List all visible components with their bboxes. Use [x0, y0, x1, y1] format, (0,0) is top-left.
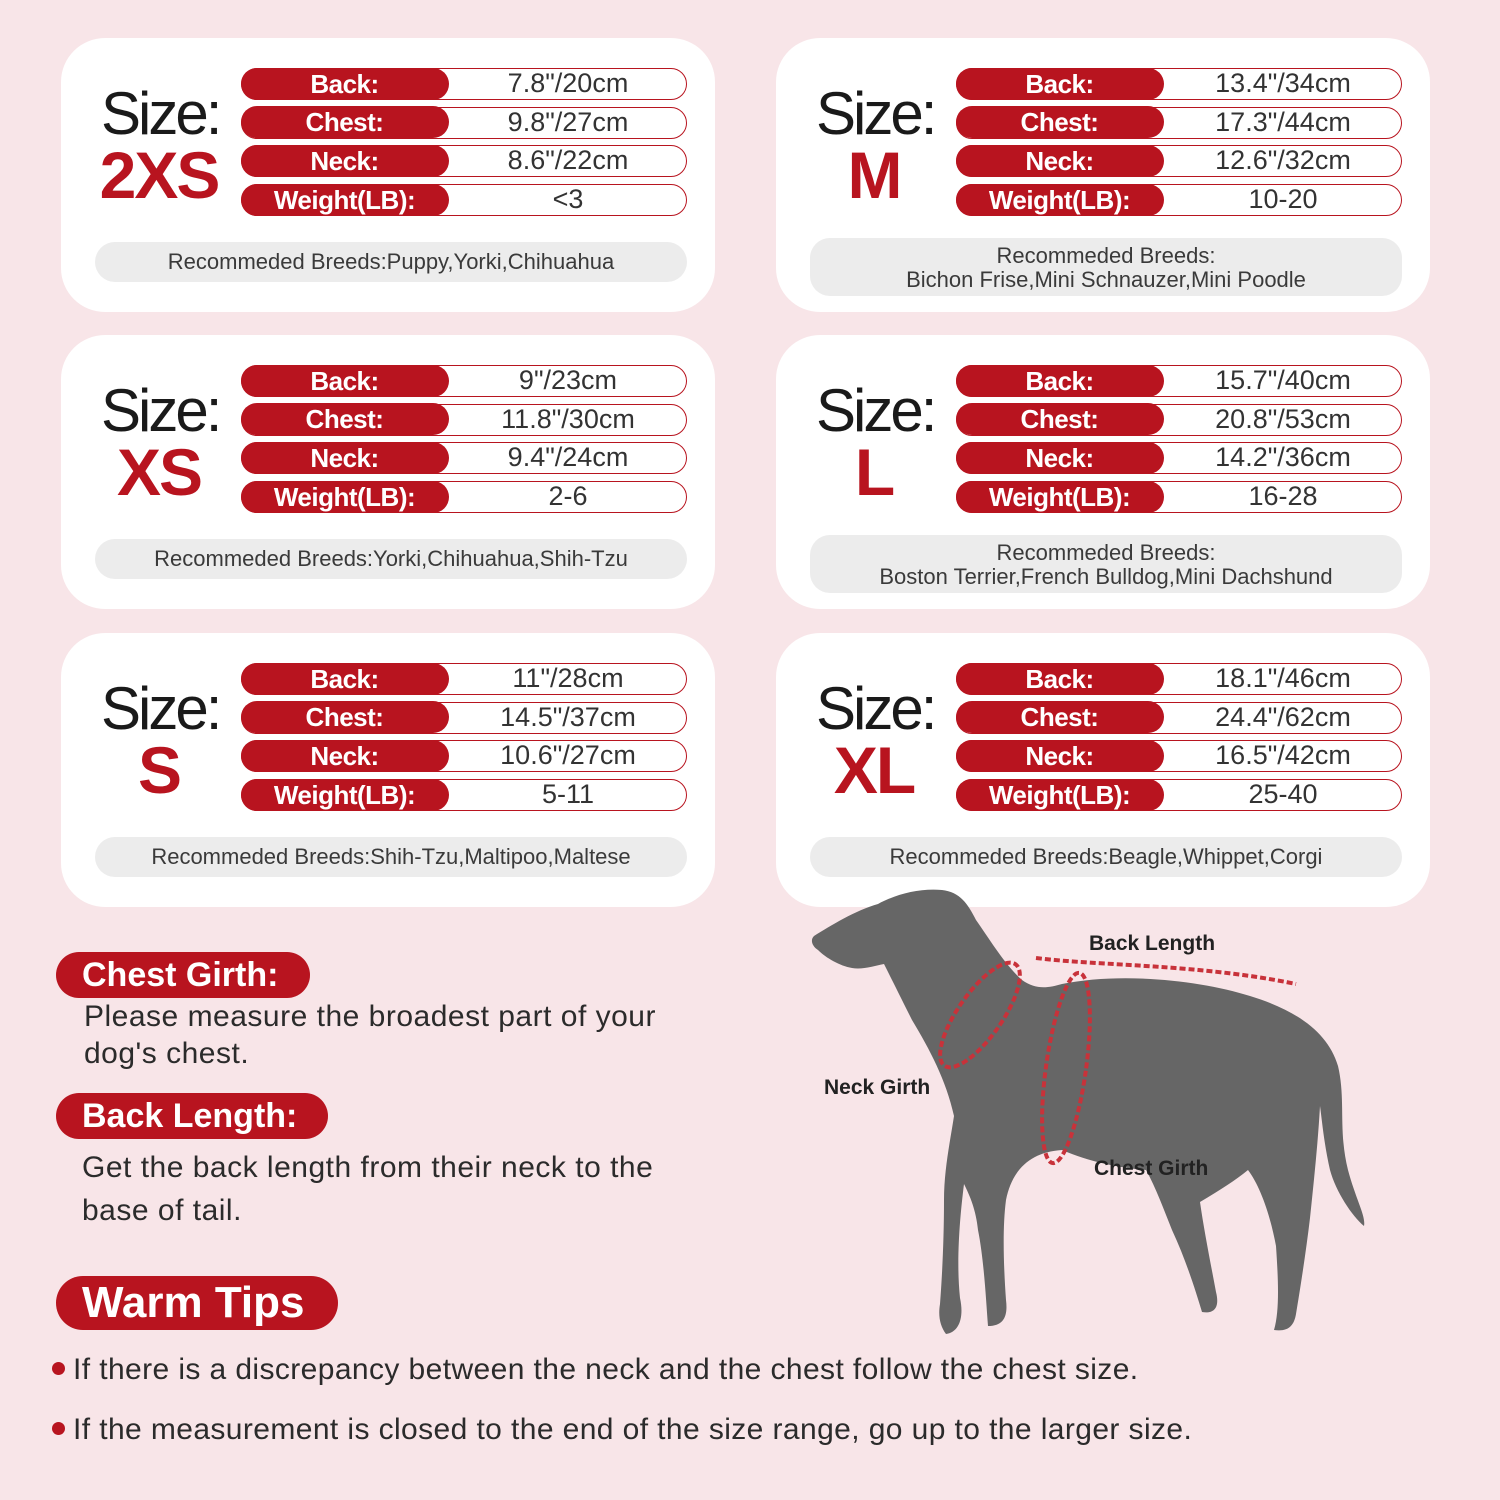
- row-back-label: Back:: [241, 663, 449, 695]
- size-card-xs: [61, 335, 715, 609]
- breeds-line-1: Recommeded Breeds:Shih-Tzu,Maltipoo,Maltese: [151, 844, 631, 869]
- row-back: [241, 68, 687, 100]
- row-weight: [956, 779, 1402, 811]
- recommended-breeds: [810, 535, 1402, 593]
- back-length-label: Back Length: [1089, 932, 1216, 955]
- row-back-label: Back:: [241, 68, 449, 100]
- size-word: Size:: [101, 80, 220, 147]
- row-neck: [241, 442, 687, 474]
- warm-tips-pill: Warm Tips: [56, 1276, 338, 1330]
- row-back-label: Back:: [956, 68, 1164, 100]
- row-neck-value: 8.6"/22cm: [507, 145, 629, 176]
- row-chest-value: 24.4"/62cm: [1215, 701, 1351, 732]
- size-word: Size:: [816, 80, 935, 147]
- row-weight-label: Weight(LB):: [241, 779, 449, 811]
- row-back-value: 18.1"/46cm: [1215, 663, 1351, 693]
- size-card-s: [61, 633, 715, 907]
- measurement-rows: [956, 365, 1402, 520]
- row-chest: [241, 107, 687, 139]
- warm-tip-2-text: If the measurement is closed to the end of the size range, go up to the larger size.: [73, 1413, 1193, 1446]
- size-code: 2XS: [99, 138, 219, 212]
- row-neck-value: 16.5"/42cm: [1215, 740, 1351, 771]
- row-weight: [241, 779, 687, 811]
- breeds-line-2: Bichon Frise,Mini Schnauzer,Mini Poodle: [906, 267, 1306, 292]
- measurement-rows: [241, 365, 687, 520]
- row-weight-label: Weight(LB):: [241, 184, 449, 216]
- row-back: [241, 663, 687, 695]
- size-card-xl: [776, 633, 1430, 907]
- size-word: Size:: [101, 377, 220, 444]
- size-card-m: [776, 38, 1430, 312]
- row-weight: [956, 184, 1402, 216]
- row-neck-label: Neck:: [956, 442, 1164, 474]
- recommended-breeds: [95, 539, 687, 579]
- measurement-rows: [956, 663, 1402, 818]
- breeds-line-1: Recommeded Breeds:: [996, 540, 1216, 565]
- row-chest: [241, 404, 687, 436]
- row-neck-label: Neck:: [241, 442, 449, 474]
- row-neck: [956, 442, 1402, 474]
- row-neck: [956, 740, 1402, 772]
- warm-tip-2: [52, 1413, 1192, 1447]
- row-weight-value: 5-11: [541, 779, 595, 810]
- recommended-breeds: [810, 837, 1402, 877]
- row-chest: [956, 702, 1402, 734]
- row-weight-value: 25-40: [1248, 779, 1318, 810]
- row-chest-value: 9.8"/27cm: [507, 106, 629, 137]
- row-back-label: Back:: [241, 365, 449, 397]
- row-neck-label: Neck:: [241, 740, 449, 772]
- row-weight: [241, 481, 687, 513]
- row-back: [956, 663, 1402, 695]
- row-weight-label: Weight(LB):: [956, 779, 1164, 811]
- row-chest-value: 11.8"/30cm: [501, 403, 635, 434]
- row-chest: [956, 404, 1402, 436]
- row-back-value: 13.4"/34cm: [1215, 68, 1351, 98]
- size-card-2xs: [61, 38, 715, 312]
- size-code: XS: [116, 435, 202, 509]
- row-weight-label: Weight(LB):: [956, 481, 1164, 513]
- row-chest: [956, 107, 1402, 139]
- row-chest-label: Chest:: [241, 106, 449, 138]
- chest-girth-line-2: dog's chest.: [84, 1037, 250, 1070]
- measurement-rows: [241, 68, 687, 223]
- chest-girth-description: [84, 998, 656, 1072]
- row-weight-value: <3: [552, 184, 584, 215]
- row-neck-value: 14.2"/36cm: [1215, 442, 1351, 473]
- row-back-label: Back:: [956, 663, 1164, 695]
- size-card-l: [776, 335, 1430, 609]
- breeds-line-1: Recommeded Breeds:Yorki,Chihuahua,Shih-Tzu: [154, 546, 628, 571]
- size-code: XL: [833, 733, 915, 807]
- row-neck: [241, 145, 687, 177]
- row-chest-label: Chest:: [241, 701, 449, 733]
- chest-girth-label: Chest Girth: [1094, 1157, 1209, 1180]
- size-code: L: [854, 435, 894, 509]
- dog-silhouette: [812, 890, 1364, 1334]
- measurement-rows: [956, 68, 1402, 223]
- breeds-line-2: Boston Terrier,French Bulldog,Mini Dachshund: [879, 564, 1333, 589]
- row-back-value: 9"/23cm: [518, 365, 618, 395]
- recommended-breeds: [95, 837, 687, 877]
- bullet-icon: [52, 1422, 65, 1435]
- row-neck-value: 9.4"/24cm: [507, 442, 629, 473]
- size-code: S: [137, 733, 181, 807]
- breeds-line-1: Recommeded Breeds:Puppy,Yorki,Chihuahua: [167, 249, 615, 274]
- row-neck-value: 12.6"/32cm: [1215, 145, 1351, 176]
- row-back-value: 11"/28cm: [512, 663, 624, 693]
- row-back-value: 7.8"/20cm: [507, 68, 629, 98]
- warm-tip-1: [52, 1353, 1139, 1387]
- row-chest-value: 14.5"/37cm: [500, 701, 636, 732]
- breeds-line-1: Recommeded Breeds:: [996, 243, 1216, 268]
- breeds-line-1: Recommeded Breeds:Beagle,Whippet,Corgi: [889, 844, 1323, 869]
- chest-girth-pill: Chest Girth:: [56, 952, 310, 998]
- row-chest-label: Chest:: [956, 403, 1164, 435]
- warm-tip-1-text: If there is a discrepancy between the neck and the chest follow the chest size.: [73, 1353, 1139, 1386]
- chest-girth-line-1: Please measure the broadest part of your: [84, 1000, 656, 1033]
- row-weight-value: 16-28: [1248, 481, 1318, 512]
- size-word: Size:: [101, 675, 220, 742]
- row-chest-label: Chest:: [956, 106, 1164, 138]
- neck-girth-label: Neck Girth: [824, 1076, 931, 1099]
- row-chest-value: 20.8"/53cm: [1215, 403, 1351, 434]
- row-neck: [956, 145, 1402, 177]
- row-chest-value: 17.3"/44cm: [1215, 106, 1351, 137]
- row-back: [241, 365, 687, 397]
- row-weight: [241, 184, 687, 216]
- size-word: Size:: [816, 675, 935, 742]
- size-code: M: [847, 138, 901, 212]
- row-weight: [956, 481, 1402, 513]
- row-weight-label: Weight(LB):: [241, 481, 449, 513]
- row-chest-label: Chest:: [956, 701, 1164, 733]
- bullet-icon: [52, 1362, 65, 1375]
- row-neck-label: Neck:: [241, 145, 449, 177]
- back-length-line-1: Get the back length from their neck to the: [82, 1151, 654, 1184]
- row-neck-value: 10.6"/27cm: [500, 740, 636, 771]
- row-back-value: 15.7"/40cm: [1215, 365, 1351, 395]
- back-length-description: [82, 1146, 653, 1232]
- measurement-rows: [241, 663, 687, 818]
- row-chest-label: Chest:: [241, 403, 449, 435]
- size-word: Size:: [816, 377, 935, 444]
- row-weight-value: 2-6: [548, 481, 588, 512]
- row-chest: [241, 702, 687, 734]
- row-neck: [241, 740, 687, 772]
- recommended-breeds: [95, 242, 687, 282]
- row-neck-label: Neck:: [956, 740, 1164, 772]
- row-back: [956, 68, 1402, 100]
- row-neck-label: Neck:: [956, 145, 1164, 177]
- back-length-line-2: base of tail.: [82, 1194, 242, 1227]
- back-length-pill: Back Length:: [56, 1093, 328, 1139]
- row-back: [956, 365, 1402, 397]
- row-back-label: Back:: [956, 365, 1164, 397]
- row-weight-label: Weight(LB):: [956, 184, 1164, 216]
- row-weight-value: 10-20: [1248, 184, 1318, 215]
- recommended-breeds: [810, 238, 1402, 296]
